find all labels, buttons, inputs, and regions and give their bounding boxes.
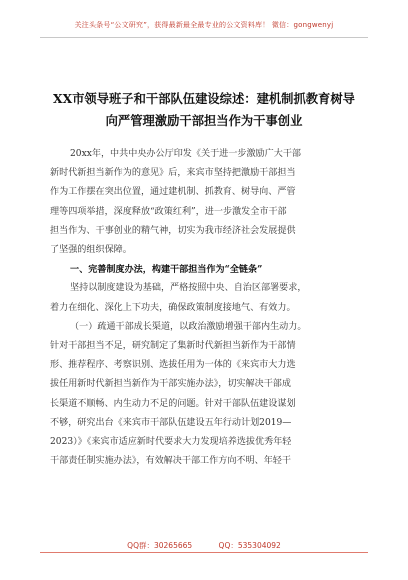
document-title: [30, 88, 378, 132]
title-line-1: XX市领导班子和干部队伍建设综述：建机制抓教育树导: [53, 91, 355, 106]
intro-paragraph: [50, 145, 358, 260]
intro-line: 了坚强的组织保障。: [50, 245, 132, 256]
subsection-line: 长渠道不顺畅、内生动力不足的问题。针对干部队伍建设谋划: [50, 398, 296, 409]
subsection-line: 2023）》《来宾市适应新时代要求大力发现培养选拔优秀年轻: [50, 437, 292, 448]
footer-divider: [40, 552, 368, 553]
footer-contacts: [40, 540, 368, 551]
intro-line: 新时代新担当新作为的意见》后，来宾市坚持把激励干部担当: [50, 168, 296, 179]
footer-qq: QQ：535304092: [218, 541, 281, 550]
section-paragraph: [50, 279, 358, 317]
subsection-line: 形、推荐程序、考察识别、选拔任用为一体的《来宾市大力选: [50, 360, 296, 371]
section-heading: [50, 260, 358, 279]
section-line: 坚持以制度建设为基础，严格按照中央、自治区部署要求，: [70, 283, 307, 294]
intro-line: 担当作为、干事创业的精气神，切实为我市经济社会发展提供: [50, 225, 296, 236]
title-line-2: 向严管理激励干部担当作为干事创业: [105, 113, 303, 128]
intro-line: 理等四项举措，深度释放“政策红利”，进一步激发全市干部: [50, 206, 287, 217]
subsection-line: 不够，研究出台《来宾市干部队伍建设五年行动计划2019—: [50, 417, 292, 428]
intro-line: 20xx年，中共中央办公厅印发《关于进一步激励广大干部: [70, 149, 302, 159]
header-divider: [40, 37, 368, 38]
subsection-line: 拔任用新时代新担当新作为干部实施办法》，切实解决干部成: [50, 379, 291, 390]
document-body: [50, 145, 358, 471]
subsection-paragraph: [50, 318, 358, 472]
subsection-line: （一）疏通干部成长渠道，以政治激励增强干部内生动力。: [70, 321, 307, 332]
header-notice: 关注头条号“公文研究”，获得最新最全最专业的公文资料库！ 微信：gongwenyj: [74, 21, 334, 29]
subsection-line: 干部责任制实施办法》，有效解决干部工作方向不明、年轻干: [50, 456, 291, 467]
intro-line: 作为工作摆在突出位置，通过建机制、抓教育、树导向、严管: [50, 187, 296, 198]
footer-qq-group: QQ群：30265665: [127, 541, 193, 550]
section-line: 着力在细化、深化上下功夫，确保政策制度接地气、有效力。: [50, 302, 296, 313]
section-heading-text: 一、完善制度办法，构建干部担当作为“全链条”: [70, 264, 263, 276]
subsection-line: 针对干部担当不足，研究制定了集新时代新担当新作为干部情: [50, 341, 296, 352]
